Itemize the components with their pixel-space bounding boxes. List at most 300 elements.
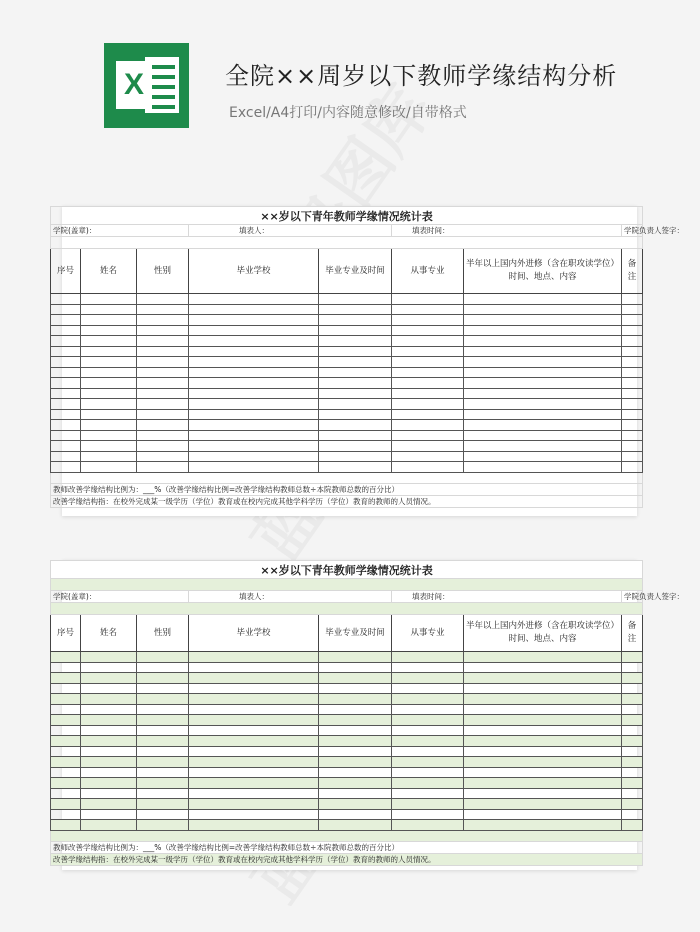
table-cell[interactable] — [137, 662, 189, 673]
table-cell[interactable] — [622, 388, 643, 399]
table-cell[interactable] — [137, 736, 189, 747]
table-cell[interactable] — [392, 378, 464, 389]
table-cell[interactable] — [81, 715, 137, 726]
table-cell[interactable] — [137, 430, 189, 441]
table-cell[interactable] — [392, 315, 464, 326]
table-cell[interactable] — [319, 715, 392, 726]
table-cell[interactable] — [622, 430, 643, 441]
table-cell[interactable] — [392, 767, 464, 778]
table-cell[interactable] — [622, 704, 643, 715]
table-row — [51, 378, 643, 389]
table-cell[interactable] — [81, 399, 137, 410]
table-cell[interactable] — [319, 441, 392, 452]
table-cell[interactable] — [137, 799, 189, 810]
table-cell[interactable] — [137, 294, 189, 305]
table-cell[interactable] — [319, 399, 392, 410]
table-cell[interactable] — [137, 725, 189, 736]
table-cell[interactable] — [81, 430, 137, 441]
table-cell[interactable] — [392, 725, 464, 736]
table-cell[interactable] — [189, 430, 319, 441]
table-cell[interactable] — [622, 399, 643, 410]
table-cell[interactable] — [464, 725, 622, 736]
table-cell[interactable] — [81, 294, 137, 305]
table-cell[interactable] — [137, 715, 189, 726]
table-cell[interactable] — [319, 694, 392, 705]
table-cell[interactable] — [622, 462, 643, 473]
page-header — [0, 0, 700, 190]
table-cell[interactable] — [51, 662, 81, 673]
table-cell[interactable] — [464, 673, 622, 684]
table-row — [51, 367, 643, 378]
table-cell[interactable] — [189, 767, 319, 778]
table-cell[interactable] — [51, 325, 81, 336]
table-cell[interactable] — [319, 315, 392, 326]
table-cell[interactable] — [51, 336, 81, 347]
table-cell[interactable] — [392, 451, 464, 462]
table-cell[interactable] — [189, 304, 319, 315]
table-cell[interactable] — [622, 809, 643, 820]
table-cell[interactable] — [137, 788, 189, 799]
table-cell[interactable] — [622, 441, 643, 452]
table-row — [51, 715, 643, 726]
table-cell[interactable] — [392, 736, 464, 747]
filler-label: 填表人： — [189, 225, 392, 237]
table-cell[interactable] — [189, 788, 319, 799]
col-header: 半年以上国内外进修（含在职攻读学位）时间、地点、内容 — [464, 249, 622, 294]
table-cell[interactable] — [137, 778, 189, 789]
table-cell[interactable] — [137, 809, 189, 820]
table-cell[interactable] — [622, 378, 643, 389]
sheet-preview-plain — [53, 206, 684, 516]
table-cell[interactable] — [392, 325, 464, 336]
table-cell[interactable] — [189, 462, 319, 473]
table-cell[interactable] — [392, 704, 464, 715]
table-cell[interactable] — [51, 441, 81, 452]
table-cell[interactable] — [81, 304, 137, 315]
col-header: 毕业专业及时间 — [319, 615, 392, 652]
table-cell[interactable] — [51, 451, 81, 462]
table-cell[interactable] — [51, 388, 81, 399]
table-cell[interactable] — [81, 441, 137, 452]
table-cell[interactable] — [81, 336, 137, 347]
table-cell[interactable] — [319, 683, 392, 694]
table-cell[interactable] — [189, 346, 319, 357]
table-cell[interactable] — [622, 294, 643, 305]
table-cell[interactable] — [81, 757, 137, 768]
table-cell[interactable] — [81, 725, 137, 736]
table-cell[interactable] — [81, 767, 137, 778]
table-row — [51, 325, 643, 336]
table-cell[interactable] — [51, 694, 81, 705]
table-cell[interactable] — [51, 367, 81, 378]
table-cell[interactable] — [137, 767, 189, 778]
table-cell[interactable] — [464, 767, 622, 778]
table-cell[interactable] — [622, 767, 643, 778]
table-cell[interactable] — [81, 673, 137, 684]
table-cell[interactable] — [81, 451, 137, 462]
table-cell[interactable] — [392, 357, 464, 368]
table-cell[interactable] — [392, 420, 464, 431]
table-cell[interactable] — [464, 757, 622, 768]
table-cell[interactable] — [392, 304, 464, 315]
page-subtitle: Excel/A4打印/内容随意修改/自带格式 — [229, 105, 467, 121]
table-cell[interactable] — [319, 704, 392, 715]
table-cell[interactable] — [464, 746, 622, 757]
table-cell[interactable] — [137, 420, 189, 431]
table-cell[interactable] — [137, 346, 189, 357]
table-cell[interactable] — [51, 799, 81, 810]
table-cell[interactable] — [319, 388, 392, 399]
table-cell[interactable] — [464, 325, 622, 336]
table-cell[interactable] — [464, 820, 622, 831]
table-cell[interactable] — [51, 673, 81, 684]
table-cell[interactable] — [392, 809, 464, 820]
table-cell[interactable] — [189, 336, 319, 347]
table-cell[interactable] — [189, 420, 319, 431]
table-cell[interactable] — [51, 294, 81, 305]
table-cell[interactable] — [319, 325, 392, 336]
table-cell[interactable] — [392, 778, 464, 789]
table-cell[interactable] — [622, 451, 643, 462]
table-cell[interactable] — [622, 662, 643, 673]
table-cell[interactable] — [392, 820, 464, 831]
table-cell[interactable] — [622, 715, 643, 726]
table-cell[interactable] — [319, 673, 392, 684]
table-cell[interactable] — [51, 746, 81, 757]
table-cell[interactable] — [51, 304, 81, 315]
table-cell[interactable] — [392, 367, 464, 378]
table-cell[interactable] — [319, 652, 392, 663]
table-cell[interactable] — [51, 757, 81, 768]
table-cell[interactable] — [622, 673, 643, 684]
table-row — [51, 336, 643, 347]
table-cell[interactable] — [51, 704, 81, 715]
table-cell[interactable] — [189, 367, 319, 378]
table-cell[interactable] — [319, 304, 392, 315]
table-cell[interactable] — [622, 304, 643, 315]
table-cell[interactable] — [319, 367, 392, 378]
table-cell[interactable] — [319, 788, 392, 799]
table-cell[interactable] — [464, 294, 622, 305]
table-cell[interactable] — [319, 378, 392, 389]
table-cell[interactable] — [464, 388, 622, 399]
table-cell[interactable] — [622, 346, 643, 357]
table-cell[interactable] — [189, 662, 319, 673]
col-header: 性别 — [137, 615, 189, 652]
table-row — [51, 462, 643, 473]
table-cell[interactable] — [137, 441, 189, 452]
table-cell[interactable] — [464, 430, 622, 441]
table-cell[interactable] — [319, 767, 392, 778]
table-cell[interactable] — [319, 725, 392, 736]
table-cell[interactable] — [81, 746, 137, 757]
table-cell[interactable] — [51, 430, 81, 441]
table-cell[interactable] — [51, 683, 81, 694]
table-cell[interactable] — [137, 451, 189, 462]
table-cell[interactable] — [137, 462, 189, 473]
table-cell[interactable] — [392, 662, 464, 673]
table-row — [51, 409, 643, 420]
table-cell[interactable] — [137, 746, 189, 757]
table-cell[interactable] — [189, 409, 319, 420]
table-cell[interactable] — [51, 652, 81, 663]
table-cell[interactable] — [189, 694, 319, 705]
table-cell[interactable] — [392, 746, 464, 757]
table-cell[interactable] — [464, 778, 622, 789]
table-cell[interactable] — [464, 715, 622, 726]
table-cell[interactable] — [81, 788, 137, 799]
table-cell[interactable] — [464, 336, 622, 347]
college-label: 学院(盖章)： — [51, 225, 189, 237]
table-cell[interactable] — [137, 325, 189, 336]
table-cell[interactable] — [464, 799, 622, 810]
table-cell[interactable] — [319, 778, 392, 789]
table-cell[interactable] — [392, 652, 464, 663]
table-cell[interactable] — [189, 799, 319, 810]
table-cell[interactable] — [319, 346, 392, 357]
table-cell[interactable] — [189, 451, 319, 462]
table-cell[interactable] — [392, 441, 464, 452]
table-cell[interactable] — [51, 736, 81, 747]
table-cell[interactable] — [137, 683, 189, 694]
table-cell[interactable] — [81, 704, 137, 715]
table-cell[interactable] — [392, 399, 464, 410]
table-cell[interactable] — [81, 778, 137, 789]
table-cell[interactable] — [622, 367, 643, 378]
table-cell[interactable] — [622, 409, 643, 420]
table-cell[interactable] — [464, 652, 622, 663]
table-cell[interactable] — [392, 294, 464, 305]
table-cell[interactable] — [51, 378, 81, 389]
table-cell[interactable] — [392, 683, 464, 694]
table-cell[interactable] — [392, 673, 464, 684]
stats-table — [50, 206, 684, 508]
table-cell[interactable] — [51, 778, 81, 789]
table-cell[interactable] — [464, 409, 622, 420]
table-cell[interactable] — [137, 673, 189, 684]
table-cell[interactable] — [51, 399, 81, 410]
table-row — [51, 746, 643, 757]
table-cell[interactable] — [622, 736, 643, 747]
table-cell[interactable] — [189, 357, 319, 368]
table-cell[interactable] — [392, 346, 464, 357]
table-cell[interactable] — [464, 399, 622, 410]
table-cell[interactable] — [189, 809, 319, 820]
table-cell[interactable] — [319, 336, 392, 347]
table-row — [51, 357, 643, 368]
table-cell[interactable] — [392, 430, 464, 441]
table-cell[interactable] — [81, 662, 137, 673]
table-cell[interactable] — [137, 357, 189, 368]
table-cell[interactable] — [392, 409, 464, 420]
table-cell[interactable] — [622, 725, 643, 736]
table-cell[interactable] — [51, 820, 81, 831]
table-cell[interactable] — [464, 367, 622, 378]
table-cell[interactable] — [137, 399, 189, 410]
table-cell[interactable] — [51, 809, 81, 820]
table-cell[interactable] — [319, 451, 392, 462]
table-cell[interactable] — [622, 420, 643, 431]
table-cell[interactable] — [137, 315, 189, 326]
table-cell[interactable] — [319, 430, 392, 441]
table-cell[interactable] — [464, 788, 622, 799]
table-cell[interactable] — [319, 662, 392, 673]
leader-sign-label: 学院负责人签字： — [622, 591, 643, 603]
table-cell[interactable] — [392, 388, 464, 399]
table-cell[interactable] — [622, 315, 643, 326]
table-cell[interactable] — [464, 420, 622, 431]
table-cell[interactable] — [189, 757, 319, 768]
table-cell[interactable] — [81, 388, 137, 399]
col-header: 备注 — [622, 615, 643, 652]
table-cell[interactable] — [189, 704, 319, 715]
table-cell[interactable] — [81, 315, 137, 326]
table-cell[interactable] — [137, 388, 189, 399]
table-row — [51, 430, 643, 441]
table-cell[interactable] — [319, 809, 392, 820]
table-cell[interactable] — [189, 652, 319, 663]
table-cell[interactable] — [51, 715, 81, 726]
col-header: 姓名 — [81, 249, 137, 294]
table-cell[interactable] — [392, 799, 464, 810]
table-cell[interactable] — [189, 294, 319, 305]
table-cell[interactable] — [51, 725, 81, 736]
table-cell[interactable] — [51, 767, 81, 778]
table-cell[interactable] — [464, 346, 622, 357]
table-cell[interactable] — [392, 757, 464, 768]
table-cell[interactable] — [189, 441, 319, 452]
table-cell[interactable] — [189, 399, 319, 410]
table-cell[interactable] — [189, 746, 319, 757]
table-row — [51, 694, 643, 705]
table-cell[interactable] — [81, 652, 137, 663]
table-cell[interactable] — [189, 388, 319, 399]
table-cell[interactable] — [392, 336, 464, 347]
table-cell[interactable] — [464, 357, 622, 368]
table-cell[interactable] — [189, 736, 319, 747]
table-cell[interactable] — [464, 378, 622, 389]
table-cell[interactable] — [622, 694, 643, 705]
table-cell[interactable] — [189, 715, 319, 726]
table-cell[interactable] — [51, 357, 81, 368]
table-cell[interactable] — [622, 778, 643, 789]
table-cell[interactable] — [464, 683, 622, 694]
table-cell[interactable] — [319, 757, 392, 768]
table-cell[interactable] — [51, 346, 81, 357]
table-cell[interactable] — [137, 367, 189, 378]
table-cell[interactable] — [137, 304, 189, 315]
table-cell[interactable] — [464, 736, 622, 747]
col-header: 备注 — [622, 249, 643, 294]
table-cell[interactable] — [189, 778, 319, 789]
table-cell[interactable] — [81, 378, 137, 389]
table-cell[interactable] — [137, 757, 189, 768]
table-cell[interactable] — [622, 357, 643, 368]
table-cell[interactable] — [464, 315, 622, 326]
table-cell[interactable] — [189, 378, 319, 389]
table-cell[interactable] — [622, 820, 643, 831]
table-cell[interactable] — [319, 736, 392, 747]
table-cell[interactable] — [51, 315, 81, 326]
table-cell[interactable] — [622, 652, 643, 663]
table-cell[interactable] — [81, 694, 137, 705]
table-cell[interactable] — [81, 357, 137, 368]
table-cell[interactable] — [137, 694, 189, 705]
table-cell[interactable] — [81, 820, 137, 831]
table-cell[interactable] — [392, 788, 464, 799]
table-cell[interactable] — [622, 788, 643, 799]
table-cell[interactable] — [137, 409, 189, 420]
table-cell[interactable] — [189, 820, 319, 831]
table-cell[interactable] — [319, 409, 392, 420]
table-cell[interactable] — [189, 683, 319, 694]
table-cell[interactable] — [189, 315, 319, 326]
table-cell[interactable] — [464, 704, 622, 715]
table-cell[interactable] — [319, 420, 392, 431]
table-cell[interactable] — [81, 462, 137, 473]
table-cell[interactable] — [81, 809, 137, 820]
table-cell[interactable] — [319, 357, 392, 368]
table-cell[interactable] — [464, 462, 622, 473]
table-cell[interactable] — [622, 757, 643, 768]
table-cell[interactable] — [392, 715, 464, 726]
table-cell[interactable] — [392, 462, 464, 473]
table-cell[interactable] — [81, 409, 137, 420]
table-cell[interactable] — [81, 346, 137, 357]
table-cell[interactable] — [622, 799, 643, 810]
table-cell[interactable] — [464, 809, 622, 820]
table-cell[interactable] — [464, 662, 622, 673]
table-cell[interactable] — [189, 725, 319, 736]
table-row — [51, 420, 643, 431]
table-cell[interactable] — [319, 462, 392, 473]
table-cell[interactable] — [319, 746, 392, 757]
table-cell[interactable] — [137, 336, 189, 347]
table-cell[interactable] — [137, 652, 189, 663]
table-row — [51, 809, 643, 820]
table-cell[interactable] — [319, 799, 392, 810]
table-cell[interactable] — [319, 820, 392, 831]
table-cell[interactable] — [81, 736, 137, 747]
table-cell[interactable] — [464, 441, 622, 452]
table-cell[interactable] — [189, 673, 319, 684]
table-cell[interactable] — [622, 683, 643, 694]
table-cell[interactable] — [319, 294, 392, 305]
table-cell[interactable] — [51, 788, 81, 799]
table-cell[interactable] — [464, 694, 622, 705]
table-cell[interactable] — [81, 420, 137, 431]
table-cell[interactable] — [464, 451, 622, 462]
table-cell[interactable] — [137, 378, 189, 389]
table-cell[interactable] — [81, 799, 137, 810]
table-cell[interactable] — [622, 325, 643, 336]
table-cell[interactable] — [189, 325, 319, 336]
table-cell[interactable] — [51, 409, 81, 420]
table-row — [51, 441, 643, 452]
table-cell[interactable] — [464, 304, 622, 315]
table-cell[interactable] — [81, 367, 137, 378]
table-cell[interactable] — [392, 694, 464, 705]
table-row — [51, 388, 643, 399]
table-cell[interactable] — [51, 420, 81, 431]
table-cell[interactable] — [137, 704, 189, 715]
table-cell[interactable] — [137, 820, 189, 831]
table-cell[interactable] — [622, 336, 643, 347]
table-cell[interactable] — [51, 462, 81, 473]
table-cell[interactable] — [81, 683, 137, 694]
table-cell[interactable] — [622, 746, 643, 757]
table-cell[interactable] — [81, 325, 137, 336]
